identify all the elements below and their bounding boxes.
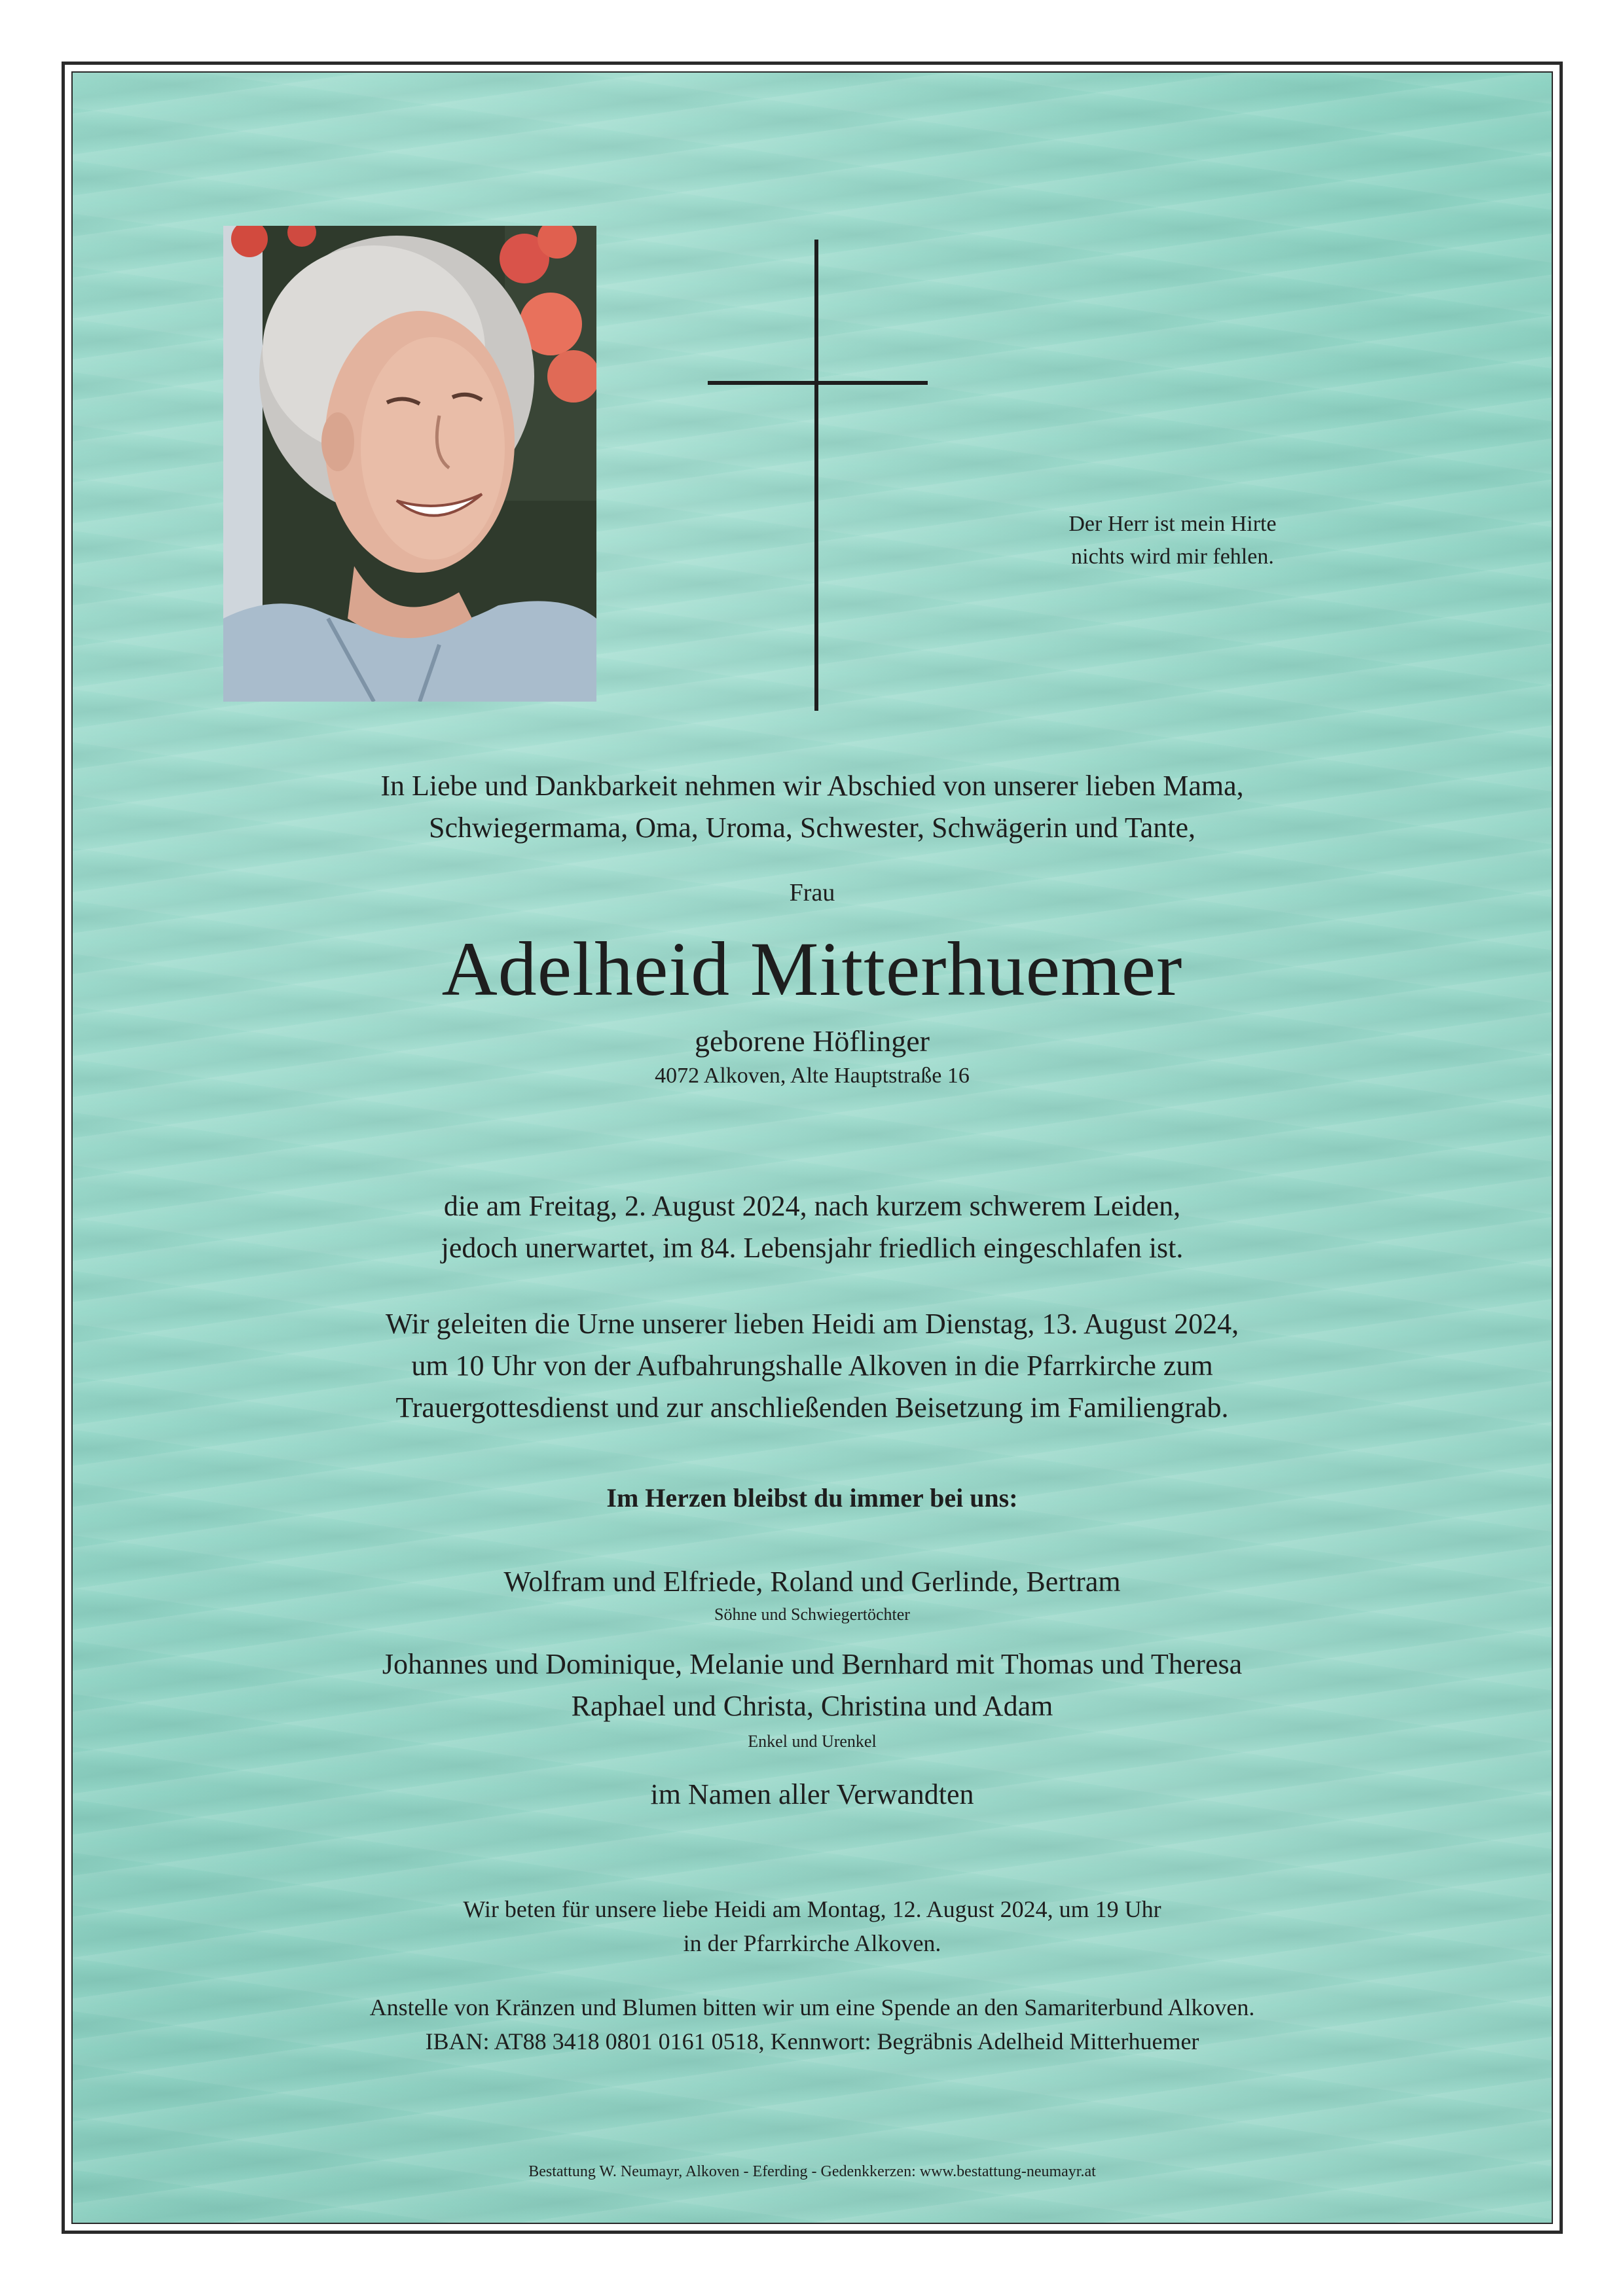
cross-symbol (708, 240, 930, 711)
heart-line: Im Herzen bleibst du immer bei uns: (606, 1483, 1018, 1513)
mourners-grandchildren (73, 1643, 1552, 1727)
cross-horizontal-bar (708, 381, 928, 385)
mourners-line: Raphael und Christa, Christina und Adam (571, 1690, 1053, 1722)
funeral-line: um 10 Uhr von der Aufbahrungshalle Alkoven in die Pfarrkirche zum (411, 1350, 1213, 1382)
rosary-notice (73, 1892, 1552, 1960)
deceased-name: Adelheid Mitterhuemer (441, 926, 1183, 1012)
salutation: Frau (789, 879, 835, 906)
death-notice-line: die am Freitag, 2. August 2024, nach kurzem schwerem Leiden, (443, 1190, 1181, 1222)
mourners-line: Johannes und Dominique, Melanie und Bernhard mit Thomas und Theresa (382, 1648, 1243, 1680)
mourners-children (73, 1562, 1552, 1602)
mourners-relation: Enkel und Urenkel (748, 1732, 877, 1751)
intro-text (73, 765, 1552, 849)
death-notice (73, 1185, 1552, 1269)
mourners-line: Wolfram und Elfriede, Roland und Gerlinde, Bertram (503, 1566, 1121, 1598)
donation-notice (73, 1990, 1552, 2058)
portrait-photo (223, 226, 596, 702)
address: 4072 Alkoven, Alte Hauptstraße 16 (655, 1064, 970, 1088)
funeral-line: Wir geleiten die Urne unserer lieben Heidi am Dienstag, 13. August 2024, (385, 1308, 1239, 1340)
donation-line: IBAN: AT88 3418 0801 0161 0518, Kennwort: Begräbnis Adelheid Mitterhuemer (425, 2028, 1199, 2054)
intro-line: In Liebe und Dankbarkeit nehmen wir Abschied von unserer lieben Mama, (380, 770, 1244, 802)
psalm-quote (976, 508, 1369, 573)
funeral-notice (73, 1303, 1552, 1429)
psalm-line: nichts wird mir fehlen. (1071, 545, 1274, 569)
rosary-line: Wir beten für unsere liebe Heidi am Montag, 12. August 2024, um 19 Uhr (463, 1896, 1161, 1922)
water-background (71, 71, 1553, 2224)
intro-line: Schwiegermama, Oma, Uroma, Schwester, Schwägerin und Tante, (428, 812, 1195, 844)
cross-vertical-bar (814, 240, 818, 711)
relatives-line: im Namen aller Verwandten (650, 1778, 974, 1810)
rosary-line: in der Pfarrkirche Alkoven. (683, 1930, 941, 1956)
footer-undertaker: Bestattung W. Neumayr, Alkoven - Eferding - Gedenkkerzen: www.bestattung-neumayr.at (528, 2163, 1096, 2180)
funeral-line: Trauergottesdienst und zur anschließenden Beisetzung im Familiengrab. (395, 1391, 1229, 1424)
death-notice-line: jedoch unerwartet, im 84. Lebensjahr friedlich eingeschlafen ist. (441, 1232, 1184, 1264)
donation-line: Anstelle von Kränzen und Blumen bitten wir um eine Spende an den Samariterbund Alkoven. (369, 1994, 1255, 2020)
mourners-relation: Söhne und Schwiegertöchter (714, 1605, 910, 1624)
maiden-name: geborene Höflinger (695, 1024, 930, 1058)
page-frame (62, 62, 1563, 2234)
psalm-line: Der Herr ist mein Hirte (1068, 512, 1277, 536)
